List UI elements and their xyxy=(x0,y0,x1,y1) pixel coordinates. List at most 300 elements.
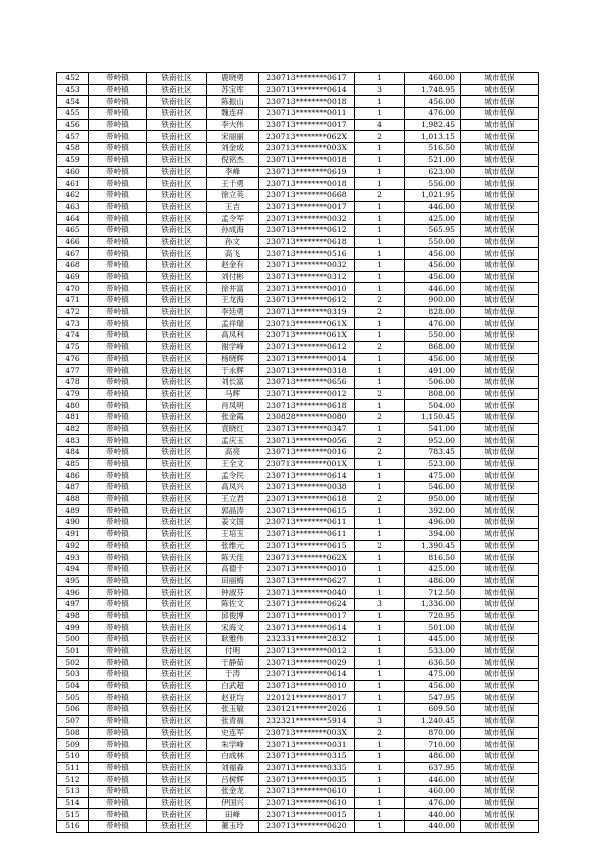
table-row xyxy=(57,610,539,622)
table-row xyxy=(57,330,539,342)
category: 城市低保 xyxy=(461,587,539,599)
town-name: 带岭镇 xyxy=(89,330,147,342)
category: 城市低保 xyxy=(461,260,539,272)
household-size: 1 xyxy=(355,73,405,85)
community-name: 铁南社区 xyxy=(147,715,207,727)
amount: 521.00 xyxy=(405,154,461,166)
town-name: 带岭镇 xyxy=(89,727,147,739)
community-name: 铁南社区 xyxy=(147,435,207,447)
town-name: 带岭镇 xyxy=(89,376,147,388)
row-number: 494 xyxy=(57,563,89,575)
community-name: 铁南社区 xyxy=(147,634,207,646)
community-name: 铁南社区 xyxy=(147,388,207,400)
category: 城市低保 xyxy=(461,727,539,739)
person-name: 张玉敏 xyxy=(207,704,259,716)
person-name: 高亮 xyxy=(207,447,259,459)
category: 城市低保 xyxy=(461,821,539,833)
community-name: 铁南社区 xyxy=(147,306,207,318)
person-name: 李峰 xyxy=(207,166,259,178)
household-size: 2 xyxy=(355,131,405,143)
id-number: 230713********0614 xyxy=(259,669,355,681)
table-row xyxy=(57,528,539,540)
row-number: 505 xyxy=(57,692,89,704)
household-size: 1 xyxy=(355,143,405,155)
id-number: 230713********0618 xyxy=(259,493,355,505)
community-name: 铁南社区 xyxy=(147,785,207,797)
person-name: 姜文国 xyxy=(207,517,259,529)
person-name: 宋海文 xyxy=(207,622,259,634)
table-row xyxy=(57,108,539,120)
row-number: 509 xyxy=(57,739,89,751)
person-name: 张金霞 xyxy=(207,411,259,423)
community-name: 铁南社区 xyxy=(147,587,207,599)
amount: 446.00 xyxy=(405,201,461,213)
row-number: 463 xyxy=(57,201,89,213)
town-name: 带岭镇 xyxy=(89,774,147,786)
table-row xyxy=(57,96,539,108)
community-name: 铁南社区 xyxy=(147,143,207,155)
category: 城市低保 xyxy=(461,283,539,295)
id-number: 230713********0612 xyxy=(259,295,355,307)
category: 城市低保 xyxy=(461,493,539,505)
amount: 460.00 xyxy=(405,785,461,797)
row-number: 477 xyxy=(57,365,89,377)
household-size: 1 xyxy=(355,528,405,540)
amount: 456.00 xyxy=(405,96,461,108)
amount: 456.00 xyxy=(405,680,461,692)
table-row xyxy=(57,739,539,751)
household-size: 2 xyxy=(355,295,405,307)
community-name: 铁南社区 xyxy=(147,704,207,716)
person-name: 张维元 xyxy=(207,540,259,552)
category: 城市低保 xyxy=(461,540,539,552)
community-name: 铁南社区 xyxy=(147,341,207,353)
table-row xyxy=(57,84,539,96)
town-name: 带岭镇 xyxy=(89,400,147,412)
amount: 476.00 xyxy=(405,318,461,330)
id-number: 230713********0668 xyxy=(259,189,355,201)
household-size: 1 xyxy=(355,201,405,213)
household-size: 1 xyxy=(355,470,405,482)
category: 城市低保 xyxy=(461,762,539,774)
id-number: 230713********0618 xyxy=(259,400,355,412)
id-number: 230713********0610 xyxy=(259,797,355,809)
amount: 710.00 xyxy=(405,739,461,751)
id-number: 230713********0612 xyxy=(259,341,355,353)
amount: 516.50 xyxy=(405,143,461,155)
table-row xyxy=(57,715,539,727)
id-number: 230713********003X xyxy=(259,143,355,155)
person-name: 于涛 xyxy=(207,669,259,681)
row-number: 496 xyxy=(57,587,89,599)
household-size: 1 xyxy=(355,505,405,517)
community-name: 铁南社区 xyxy=(147,563,207,575)
household-size: 3 xyxy=(355,715,405,727)
table-row xyxy=(57,797,539,809)
table-row xyxy=(57,750,539,762)
town-name: 带岭镇 xyxy=(89,236,147,248)
row-number: 503 xyxy=(57,669,89,681)
row-number: 458 xyxy=(57,143,89,155)
amount: 486.00 xyxy=(405,575,461,587)
row-number: 473 xyxy=(57,318,89,330)
id-number: 230713********0056 xyxy=(259,435,355,447)
id-number: 230713********0614 xyxy=(259,622,355,634)
person-name: 苏宝库 xyxy=(207,84,259,96)
table-row xyxy=(57,353,539,365)
row-number: 455 xyxy=(57,108,89,120)
person-name: 孟令民 xyxy=(207,470,259,482)
row-number: 491 xyxy=(57,528,89,540)
person-name: 谢学峰 xyxy=(207,341,259,353)
amount: 445.00 xyxy=(405,634,461,646)
household-size: 1 xyxy=(355,376,405,388)
id-number: 230713********0611 xyxy=(259,528,355,540)
amount: 1,748.95 xyxy=(405,84,461,96)
category: 城市低保 xyxy=(461,295,539,307)
id-number: 230713********0017 xyxy=(259,610,355,622)
household-size: 1 xyxy=(355,236,405,248)
person-name: 田丽梅 xyxy=(207,575,259,587)
community-name: 铁南社区 xyxy=(147,470,207,482)
id-number: 230713********0624 xyxy=(259,598,355,610)
table-row xyxy=(57,248,539,260)
table-row xyxy=(57,73,539,85)
amount: 783.45 xyxy=(405,447,461,459)
category: 城市低保 xyxy=(461,622,539,634)
town-name: 带岭镇 xyxy=(89,178,147,190)
id-number: 230713********0011 xyxy=(259,108,355,120)
id-number: 230713********0617 xyxy=(259,73,355,85)
person-name: 白武超 xyxy=(207,680,259,692)
document-page xyxy=(56,72,538,833)
town-name: 带岭镇 xyxy=(89,166,147,178)
table-row xyxy=(57,552,539,564)
person-name: 孙文 xyxy=(207,236,259,248)
household-size: 1 xyxy=(355,423,405,435)
town-name: 带岭镇 xyxy=(89,505,147,517)
table-row xyxy=(57,505,539,517)
amount: 523.00 xyxy=(405,458,461,470)
id-number: 230713********0016 xyxy=(259,447,355,459)
amount: 609.50 xyxy=(405,704,461,716)
town-name: 带岭镇 xyxy=(89,260,147,272)
household-size: 1 xyxy=(355,645,405,657)
community-name: 铁南社区 xyxy=(147,680,207,692)
person-name: 田峰 xyxy=(207,809,259,821)
welfare-table xyxy=(56,72,539,833)
id-number: 230713********0347 xyxy=(259,423,355,435)
amount: 486.00 xyxy=(405,750,461,762)
row-number: 485 xyxy=(57,458,89,470)
town-name: 带岭镇 xyxy=(89,552,147,564)
id-number: 230713********0335 xyxy=(259,762,355,774)
amount: 623.00 xyxy=(405,166,461,178)
id-number: 230713********0017 xyxy=(259,119,355,131)
table-row xyxy=(57,306,539,318)
community-name: 铁南社区 xyxy=(147,821,207,833)
category: 城市低保 xyxy=(461,645,539,657)
table-row xyxy=(57,517,539,529)
amount: 446.00 xyxy=(405,774,461,786)
community-name: 铁南社区 xyxy=(147,213,207,225)
amount: 950.00 xyxy=(405,493,461,505)
person-name: 鹿晓勇 xyxy=(207,73,259,85)
table-row xyxy=(57,587,539,599)
row-number: 466 xyxy=(57,236,89,248)
amount: 456.00 xyxy=(405,271,461,283)
row-number: 468 xyxy=(57,260,89,272)
row-number: 507 xyxy=(57,715,89,727)
id-number: 230713********0010 xyxy=(259,283,355,295)
amount: 476.00 xyxy=(405,797,461,809)
category: 城市低保 xyxy=(461,306,539,318)
amount: 1,150.45 xyxy=(405,411,461,423)
person-name: 于永辉 xyxy=(207,365,259,377)
category: 城市低保 xyxy=(461,84,539,96)
household-size: 1 xyxy=(355,634,405,646)
row-number: 514 xyxy=(57,797,89,809)
community-name: 铁南社区 xyxy=(147,762,207,774)
town-name: 带岭镇 xyxy=(89,96,147,108)
row-number: 506 xyxy=(57,704,89,716)
town-name: 带岭镇 xyxy=(89,119,147,131)
household-size: 2 xyxy=(355,341,405,353)
town-name: 带岭镇 xyxy=(89,657,147,669)
community-name: 铁南社区 xyxy=(147,108,207,120)
community-name: 铁南社区 xyxy=(147,750,207,762)
row-number: 492 xyxy=(57,540,89,552)
amount: 456.00 xyxy=(405,353,461,365)
id-number: 230713********0018 xyxy=(259,154,355,166)
community-name: 铁南社区 xyxy=(147,517,207,529)
household-size: 2 xyxy=(355,388,405,400)
amount: 1,240.45 xyxy=(405,715,461,727)
table-row xyxy=(57,634,539,646)
id-number: 230713********003X xyxy=(259,727,355,739)
community-name: 铁南社区 xyxy=(147,400,207,412)
community-name: 铁南社区 xyxy=(147,260,207,272)
amount: 828.00 xyxy=(405,306,461,318)
table-row xyxy=(57,785,539,797)
household-size: 3 xyxy=(355,84,405,96)
person-name: 高凤兴 xyxy=(207,482,259,494)
row-number: 499 xyxy=(57,622,89,634)
person-name: 李廷勇 xyxy=(207,306,259,318)
amount: 475.00 xyxy=(405,470,461,482)
community-name: 铁南社区 xyxy=(147,493,207,505)
town-name: 带岭镇 xyxy=(89,692,147,704)
table-row xyxy=(57,447,539,459)
person-name: 杨晓辉 xyxy=(207,353,259,365)
row-number: 512 xyxy=(57,774,89,786)
community-name: 铁南社区 xyxy=(147,447,207,459)
table-row xyxy=(57,669,539,681)
category: 城市低保 xyxy=(461,797,539,809)
id-number: 230713********0312 xyxy=(259,271,355,283)
town-name: 带岭镇 xyxy=(89,73,147,85)
amount: 440.00 xyxy=(405,821,461,833)
household-size: 1 xyxy=(355,739,405,751)
row-number: 454 xyxy=(57,96,89,108)
community-name: 铁南社区 xyxy=(147,376,207,388)
community-name: 铁南社区 xyxy=(147,131,207,143)
town-name: 带岭镇 xyxy=(89,669,147,681)
person-name: 刘福森 xyxy=(207,762,259,774)
person-name: 邱俊博 xyxy=(207,610,259,622)
amount: 870.00 xyxy=(405,727,461,739)
id-number: 230713********0035 xyxy=(259,774,355,786)
id-number: 230713********0618 xyxy=(259,236,355,248)
id-number: 230713********0620 xyxy=(259,821,355,833)
category: 城市低保 xyxy=(461,224,539,236)
household-size: 1 xyxy=(355,178,405,190)
town-name: 带岭镇 xyxy=(89,762,147,774)
town-name: 带岭镇 xyxy=(89,271,147,283)
row-number: 457 xyxy=(57,131,89,143)
row-number: 461 xyxy=(57,178,89,190)
town-name: 带岭镇 xyxy=(89,84,147,96)
household-size: 3 xyxy=(355,598,405,610)
community-name: 铁南社区 xyxy=(147,283,207,295)
row-number: 460 xyxy=(57,166,89,178)
community-name: 铁南社区 xyxy=(147,657,207,669)
town-name: 带岭镇 xyxy=(89,447,147,459)
amount: 1,336.00 xyxy=(405,598,461,610)
id-number: 230713********0516 xyxy=(259,248,355,260)
town-name: 带岭镇 xyxy=(89,493,147,505)
community-name: 铁南社区 xyxy=(147,482,207,494)
category: 城市低保 xyxy=(461,517,539,529)
person-name: 马辉 xyxy=(207,388,259,400)
town-name: 带岭镇 xyxy=(89,248,147,260)
category: 城市低保 xyxy=(461,458,539,470)
household-size: 1 xyxy=(355,154,405,166)
person-name: 孟令军 xyxy=(207,213,259,225)
id-number: 230713********062X xyxy=(259,552,355,564)
person-name: 王立君 xyxy=(207,493,259,505)
id-number: 230713********0319 xyxy=(259,306,355,318)
id-number: 230713********062X xyxy=(259,131,355,143)
id-number: 230713********0032 xyxy=(259,213,355,225)
row-number: 488 xyxy=(57,493,89,505)
town-name: 带岭镇 xyxy=(89,388,147,400)
community-name: 铁南社区 xyxy=(147,423,207,435)
id-number: 230713********0018 xyxy=(259,178,355,190)
town-name: 带岭镇 xyxy=(89,143,147,155)
amount: 1,390.45 xyxy=(405,540,461,552)
category: 城市低保 xyxy=(461,189,539,201)
person-name: 孟祥瑞 xyxy=(207,318,259,330)
amount: 541.00 xyxy=(405,423,461,435)
category: 城市低保 xyxy=(461,435,539,447)
table-row xyxy=(57,809,539,821)
household-size: 1 xyxy=(355,785,405,797)
town-name: 带岭镇 xyxy=(89,750,147,762)
household-size: 1 xyxy=(355,750,405,762)
town-name: 带岭镇 xyxy=(89,365,147,377)
household-size: 1 xyxy=(355,563,405,575)
community-name: 铁南社区 xyxy=(147,774,207,786)
town-name: 带岭镇 xyxy=(89,715,147,727)
table-row xyxy=(57,260,539,272)
community-name: 铁南社区 xyxy=(147,458,207,470)
town-name: 带岭镇 xyxy=(89,517,147,529)
category: 城市低保 xyxy=(461,669,539,681)
category: 城市低保 xyxy=(461,774,539,786)
table-row xyxy=(57,224,539,236)
table-row xyxy=(57,283,539,295)
person-name: 白成林 xyxy=(207,750,259,762)
table-row xyxy=(57,762,539,774)
amount: 720.95 xyxy=(405,610,461,622)
household-size: 1 xyxy=(355,762,405,774)
table-row xyxy=(57,271,539,283)
row-number: 472 xyxy=(57,306,89,318)
category: 城市低保 xyxy=(461,119,539,131)
town-name: 带岭镇 xyxy=(89,704,147,716)
id-number: 230713********0014 xyxy=(259,353,355,365)
amount: 546.00 xyxy=(405,482,461,494)
town-name: 带岭镇 xyxy=(89,821,147,833)
household-size: 1 xyxy=(355,166,405,178)
category: 城市低保 xyxy=(461,598,539,610)
row-number: 493 xyxy=(57,552,89,564)
community-name: 铁南社区 xyxy=(147,411,207,423)
table-row xyxy=(57,645,539,657)
category: 城市低保 xyxy=(461,236,539,248)
id-number: 230713********0010 xyxy=(259,563,355,575)
table-row xyxy=(57,598,539,610)
community-name: 铁南社区 xyxy=(147,365,207,377)
town-name: 带岭镇 xyxy=(89,423,147,435)
amount: 816.50 xyxy=(405,552,461,564)
town-name: 带岭镇 xyxy=(89,598,147,610)
row-number: 489 xyxy=(57,505,89,517)
town-name: 带岭镇 xyxy=(89,318,147,330)
table-row xyxy=(57,318,539,330)
row-number: 516 xyxy=(57,821,89,833)
row-number: 502 xyxy=(57,657,89,669)
category: 城市低保 xyxy=(461,809,539,821)
household-size: 1 xyxy=(355,96,405,108)
amount: 456.00 xyxy=(405,248,461,260)
category: 城市低保 xyxy=(461,271,539,283)
amount: 440.00 xyxy=(405,809,461,821)
category: 城市低保 xyxy=(461,411,539,423)
person-name: 魏连祥 xyxy=(207,108,259,120)
id-number: 230713********0611 xyxy=(259,517,355,529)
amount: 533.00 xyxy=(405,645,461,657)
category: 城市低保 xyxy=(461,131,539,143)
town-name: 带岭镇 xyxy=(89,458,147,470)
person-name: 刘长富 xyxy=(207,376,259,388)
row-number: 498 xyxy=(57,610,89,622)
table-row xyxy=(57,657,539,669)
community-name: 铁南社区 xyxy=(147,353,207,365)
amount: 425.00 xyxy=(405,213,461,225)
household-size: 2 xyxy=(355,540,405,552)
row-number: 471 xyxy=(57,295,89,307)
person-name: 孙成海 xyxy=(207,224,259,236)
category: 城市低保 xyxy=(461,423,539,435)
table-row xyxy=(57,563,539,575)
amount: 496.00 xyxy=(405,517,461,529)
household-size: 1 xyxy=(355,552,405,564)
town-name: 带岭镇 xyxy=(89,213,147,225)
person-name: 孟庆玉 xyxy=(207,435,259,447)
household-size: 1 xyxy=(355,271,405,283)
